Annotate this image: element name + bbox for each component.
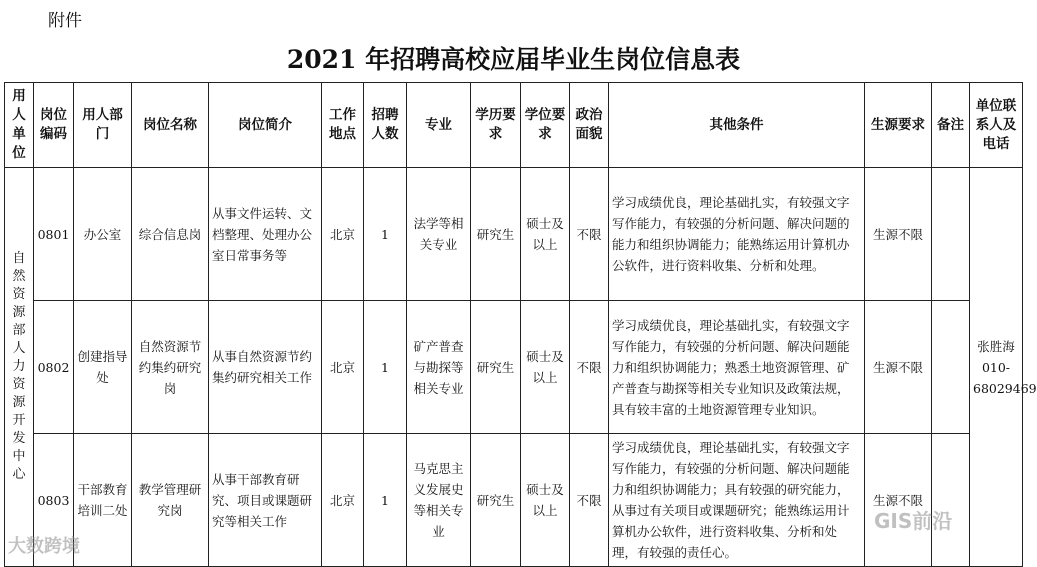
remark-cell (932, 301, 970, 434)
count-cell: 1 (364, 168, 407, 301)
location-cell: 北京 (322, 301, 364, 434)
table-row (5, 301, 1023, 434)
header-post: 岗位名称 (132, 83, 209, 168)
count-cell: 1 (364, 434, 407, 567)
location-cell: 北京 (322, 434, 364, 567)
major-cell: 法学等相关专业 (407, 168, 471, 301)
code-cell: 0803 (34, 434, 74, 567)
location-cell: 北京 (322, 168, 364, 301)
watermark-left: 大数跨境 (8, 536, 80, 557)
header-count: 招聘人数 (364, 83, 407, 168)
post-cell: 自然资源节约集约研究岗 (132, 301, 209, 434)
header-code: 岗位编码 (34, 83, 74, 168)
degree-cell: 硕士及以上 (521, 301, 570, 434)
intro-cell: 从事自然资源节约集约研究相关工作 (209, 301, 322, 434)
employer-name: 自然资源部人力资源开发中心 (12, 251, 26, 482)
header-degree: 学位要求 (521, 83, 570, 168)
dept-cell: 干部教育培训二处 (74, 434, 132, 567)
header-education: 学历要求 (471, 83, 521, 168)
education-cell: 研究生 (471, 301, 521, 434)
source-cell: 生源不限 (865, 301, 932, 434)
header-contact: 单位联系人及电话 (970, 83, 1023, 168)
other-cell: 学习成绩优良，理论基础扎实，有较强文字写作能力，有较强的分析问题、解决问题能力和组织协调能力；具有较强的研究能力，从事过有关项目或课题研究；能熟练运用计算机办公软件，进行资料收集、分析和处理，有较强的责任心。 (609, 434, 865, 567)
table-row (5, 434, 1023, 567)
intro-cell: 从事文件运转、文档整理、处理办公室日常事务等 (209, 168, 322, 301)
employer-cell (5, 168, 34, 567)
contact-cell: 张胜海 010-68029469 (970, 168, 1023, 567)
source-cell: 生源不限 (865, 434, 932, 567)
code-cell: 0802 (34, 301, 74, 434)
major-cell: 马克思主义发展史等相关专业 (407, 434, 471, 567)
dept-cell: 创建指导处 (74, 301, 132, 434)
remark-cell (932, 168, 970, 301)
watermark-right: GIS前沿 (874, 509, 953, 533)
other-cell: 学习成绩优良，理论基础扎实，有较强文字写作能力，有较强的分析问题、解决问题的能力和组织协调能力；能熟练运用计算机办公软件，进行资料收集、分析和处理。 (609, 168, 865, 301)
education-cell: 研究生 (471, 434, 521, 567)
major-cell: 矿产普查与勘探等相关专业 (407, 301, 471, 434)
degree-cell: 硕士及以上 (521, 434, 570, 567)
attachment-label: 附件 (48, 11, 82, 31)
header-row (5, 83, 1023, 168)
post-cell: 综合信息岗 (132, 168, 209, 301)
header-political: 政治面貌 (570, 83, 609, 168)
degree-cell: 硕士及以上 (521, 168, 570, 301)
positions-table (4, 82, 1037, 567)
other-cell: 学习成绩优良，理论基础扎实，有较强文字写作能力，有较强的分析问题、解决问题能力和组织协调能力；熟悉土地资源管理、矿产普查与勘探等相关专业知识及政策法规，具有较丰富的土地资源管理专业知识。 (609, 301, 865, 434)
header-source: 生源要求 (865, 83, 932, 168)
header-other: 其他条件 (609, 83, 865, 168)
header-major: 专业 (407, 83, 471, 168)
table-row (5, 168, 1023, 301)
political-cell: 不限 (570, 434, 609, 567)
page-title: 2021 年招聘高校应届毕业生岗位信息表 (286, 45, 741, 74)
header-dept: 用人部门 (74, 83, 132, 168)
dept-cell: 办公室 (74, 168, 132, 301)
header-remark: 备注 (932, 83, 970, 168)
remark-cell (932, 434, 970, 567)
header-unit: 用人单位 (5, 83, 34, 168)
political-cell: 不限 (570, 168, 609, 301)
post-cell: 教学管理研究岗 (132, 434, 209, 567)
political-cell: 不限 (570, 301, 609, 434)
source-cell: 生源不限 (865, 168, 932, 301)
intro-cell: 从事干部教育研究、项目或课题研究等相关工作 (209, 434, 322, 567)
header-location: 工作地点 (322, 83, 364, 168)
code-cell: 0801 (34, 168, 74, 301)
count-cell: 1 (364, 301, 407, 434)
header-intro: 岗位简介 (209, 83, 322, 168)
education-cell: 研究生 (471, 168, 521, 301)
